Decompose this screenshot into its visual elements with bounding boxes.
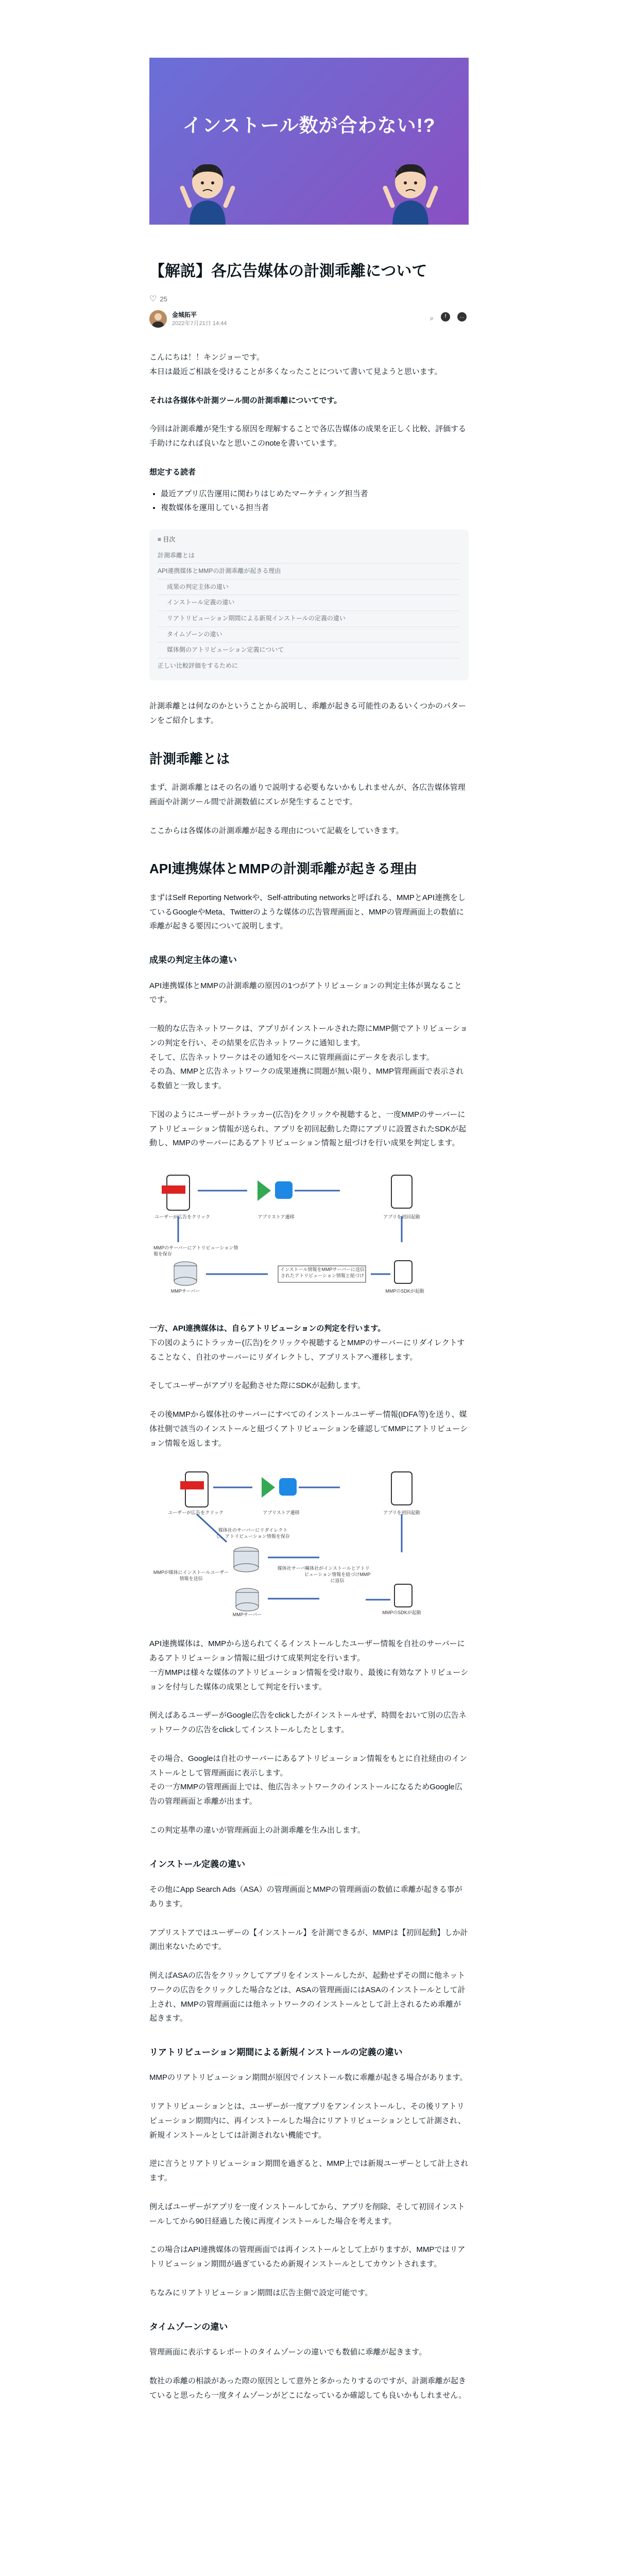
toc-item[interactable]: 媒体側のアトリビューション定義について: [158, 642, 460, 658]
intro-paragraph: それは各媒体や計測ツール間の計測乖離についてです。: [149, 396, 342, 405]
toc-item[interactable]: 正しい比較評価をするために: [158, 662, 238, 669]
diagram-label: ユーザーが広告をクリック: [154, 1214, 210, 1220]
paragraph: [149, 1022, 469, 1093]
paragraph: API連携媒体とMMPの計測乖離の原因の1つがアトリビューションの判定主体が異なることです。: [149, 981, 462, 1005]
reader-heading: 想定する読者: [149, 467, 196, 477]
paragraph-line: 一般的な広告ネットワークは、アプリがインストールされた際にMMP側でアトリビューションの判定を行い、その結果を広告ネットワークに通知します。: [149, 1024, 468, 1047]
section-heading: 計測乖離とは: [149, 751, 230, 767]
paragraph: 下図のようにユーザーがトラッカー(広告)をクリックや視聴すると、一度MMPのサーバーにアトリビューション情報が送られ、アプリを初回起動した際にアプリに設置されたSDKが起動し、MMPのサーバーにあるアトリビューション情報と紐づけを行い成果を判定します。: [149, 1110, 466, 1148]
toc-item[interactable]: インストール定義の違い: [158, 595, 460, 611]
diagram-label: MMPが媒体にインストールユーザー情報を送信: [153, 1570, 229, 1581]
share-icons: [430, 312, 467, 325]
diagram-label: アプリストア遷移: [263, 1510, 300, 1516]
list-icon: ≡: [158, 536, 163, 543]
paragraph: その他にApp Search Ads（ASA）の管理画面とMMPの管理画面の数値に乖離が起きる事があります。: [149, 1885, 462, 1908]
toc-item[interactable]: リアトリビューション期間による新規インストールの定義の違い: [158, 611, 460, 627]
paragraph-line: そして、広告ネットワークはその通知をベースに管理画面にデータを表示します。: [149, 1053, 434, 1062]
paragraph: [149, 1321, 469, 1364]
intro-paragraph: [149, 350, 469, 379]
paragraph-line: その一方MMPの管理画面上では、他広告ネットワークのインストールになるためGoogle広告の管理画面と乖離が出ます。: [149, 1783, 462, 1806]
paragraph: まず、計測乖離とはその名の通りで説明する必要もないかもしれませんが、各広告媒体管理画面や計測ツール間で計測数値にズレが発生することです。: [149, 783, 466, 806]
toc-item[interactable]: タイムゾーンの違い: [158, 627, 460, 643]
article-body: [149, 350, 469, 2417]
paragraph: ここからは各媒体の計測乖離が起きる理由について記載をしていきます。: [149, 826, 404, 835]
like-row: [149, 292, 167, 307]
diagram-arrows: [149, 1165, 469, 1304]
toc-item[interactable]: 計測乖離とは: [158, 548, 460, 564]
section-heading: API連携媒体とMMPの計測乖離が起きる理由: [149, 861, 418, 877]
diagram-label: MMPサーバー: [170, 1289, 200, 1294]
heart-icon[interactable]: ♡: [149, 295, 157, 303]
hero-image: [149, 58, 469, 225]
diagram-label: MMPのサーバーにアトリビューション情報を保存: [153, 1245, 238, 1257]
author-row: [149, 309, 469, 332]
list-item: • 最近アプリ広告運用に関わりはじめたマーケティング担当者: [161, 487, 469, 501]
paragraph: 逆に言うとリアトリビューション期間を過ぎると、MMP上では新規ユーザーとして計上されます。: [149, 2159, 469, 2183]
paragraph: アプリストアではユーザーの【インストール】を計測できるが、MMPは【初回起動】しか計測出来ないためです。: [149, 1928, 468, 1952]
paragraph-line: 一方、API連携媒体は、自らアトリビューションの判定を行います。: [149, 1324, 386, 1333]
diagram-label: インストール情報をMMPサーバーに送信されたアトリビューション情報と紐づけ: [280, 1267, 365, 1278]
toc-item[interactable]: API連携媒体とMMPの計測乖離が起きる理由: [158, 564, 460, 580]
worried-person-icon: [382, 158, 439, 225]
publish-date: 2022年7月21日 14:44: [172, 320, 227, 327]
facebook-icon[interactable]: f: [441, 312, 450, 321]
paragraph: 計測乖離とは何なのかということから説明し、乖離が起きる可能性のあるいくつかのパターンをご紹介します。: [149, 702, 467, 725]
mmp-attribution-diagram: [149, 1165, 469, 1304]
worried-person-icon: [179, 158, 236, 225]
subsection-heading: 成果の判定主体の違い: [149, 955, 237, 965]
paragraph: この判定基準の違いが管理画面上の計測乖離を生み出します。: [149, 1825, 365, 1835]
paragraph: 例えばあるユーザーがGoogle広告をclickしたがインストールせず、時間をおいて別の広告ネットワークの広告をclickしてインストールしたとします。: [149, 1711, 467, 1735]
api-media-attribution-diagram: [149, 1465, 469, 1619]
paragraph-line: API連携媒体は、MMPから送られてくるインストールしたユーザー情報を自社のサーバーにあるアトリビューション情報に紐づけて成果判定を行います。: [149, 1639, 465, 1663]
paragraph-line: 一方MMPは様々な媒体のアトリビューション情報を受け取り、最後に有効なアトリビューションを付与した媒体の成果として判定を行います。: [149, 1668, 469, 1691]
toc-item[interactable]: 成果の判定主体の違い: [158, 580, 460, 596]
paragraph: ちなみにリアトリビューション期間は広告主側で設定可能です。: [149, 2288, 373, 2297]
diagram-label: MMPのSDKが起動: [382, 1610, 421, 1616]
avatar-icon: [149, 310, 167, 328]
diagram-label: アプリを初回起動: [383, 1510, 420, 1516]
intro-line: こんにちは！！キンジョーです。: [149, 353, 264, 362]
subsection-heading: インストール定義の違い: [149, 1859, 246, 1869]
paragraph-line: 下の図のようにトラッカー(広告)をクリックや視聴するとMMPのサーバーにリダイレクトすることなく、自社のサーバーにリダイレクトし、アプリストアへ遷移します。: [149, 1338, 465, 1362]
diagram-label: MMPのSDKが起動: [385, 1289, 424, 1294]
magnifier-icon[interactable]: ⌕: [430, 314, 434, 322]
paragraph: その後MMPから媒体社のサーバーにすべてのインストールユーザー情報(IDFA等)を送り、媒体社側で該当のインストールと紐づくアトリビューションを確認してMMPにアトリビューション情報を返します。: [149, 1410, 468, 1448]
paragraph: 例えばユーザーがアプリを一度インストールしてから、アプリを削除、そして初回インストールしてから90日経過した後に再度インストールした場合を考えます。: [149, 2202, 465, 2226]
toc-heading-label: 目次: [163, 536, 176, 543]
table-of-contents: [149, 530, 469, 681]
paragraph: [149, 1637, 469, 1694]
diagram-label: アプリストア遷移: [258, 1214, 295, 1220]
paragraph: まずはSelf Reporting Networkや、Self-attributing networksと呼ばれる、MMPとAPI連携をしているGoogleやMeta、Twitterのような媒体の広告管理画面と、MMPの管理画面上の数値に乖離が起きる要因について説明します。: [149, 893, 466, 931]
diagram-label: MMPサーバー: [232, 1612, 262, 1618]
paragraph: [149, 1752, 469, 1809]
diagram-label: ユーザーが広告をクリック: [168, 1510, 224, 1516]
paragraph-line: その為、MMPと広告ネットワークの成果連携に問題が無い限り、MMP管理画面で表示される数値と一致します。: [149, 1067, 464, 1091]
paragraph: 数社の乖離の相談があった際の原因として意外と多かったりするのですが、計測乖離が起きていると思ったら一度タイムゾーンがどこになっているか確認しても良いかもしれません。: [149, 2376, 467, 2400]
article-title: 【解説】各広告媒体の計測乖離について: [149, 263, 427, 280]
diagram-arrows: [149, 1465, 469, 1619]
subsection-heading: リアトリビューション期間による新規インストールの定義の違い: [149, 2047, 403, 2057]
intro-line: 本日は最近ご相談を受けることが多くなったことについて書いて見ようと思います。: [149, 367, 442, 376]
list-item: • 複数媒体を運用している担当者: [161, 501, 469, 515]
diagram-label: 媒体社がインストールとアトリビューション情報を紐づけMMPに返信: [304, 1566, 371, 1583]
more-options-icon[interactable]: …: [457, 312, 467, 321]
subsection-heading: タイムゾーンの違い: [149, 2321, 228, 2332]
paragraph: リアトリビューションとは、ユーザーが一度アプリをアンインストールし、その後リアトリビューション期間内に、再インストールした場合にリアトリビューションとして計測され、新規インストールとしては計測されない機能です。: [149, 2102, 466, 2140]
paragraph: 例えばASAの広告をクリックしてアプリをインストールしたが、起動せずその間に他ネットワークの広告をクリックした場合などは、ASAの管理画面にはASAのインストールとして計上され、MMPの管理画面には他ネットワークのインストールとして計上されるため乖離が起きます。: [149, 1971, 466, 2023]
paragraph-line: その場合、Googleは自社のサーバーにあるアトリビューション情報をもとに自社経由のインストールとして管理画面に表示します。: [149, 1754, 468, 1777]
diagram-label: 媒体社サーバー: [277, 1566, 310, 1571]
hero-title: インストール数が合わない!?: [182, 115, 436, 136]
like-count: 25: [160, 295, 167, 303]
intro-paragraph: 今回は計測乖離が発生する原因を理解することで各広告媒体の成果を正しく比較、評価する手助けになれば良いなと思いこのnoteを書いています。: [149, 425, 467, 448]
author-avatar[interactable]: [149, 310, 167, 328]
paragraph: 管理画面に表示するレポートのタイムゾーンの違いでも数値に乖離が起きます。: [149, 2348, 427, 2357]
paragraph: この場合はAPI連携媒体の管理画面では再インストールとして上がりますが、MMPではリアトリビューション期間が過ぎているため新規インストールとしてカウントされます。: [149, 2245, 466, 2269]
paragraph: そしてユーザーがアプリを起動させた際にSDKが起動します。: [149, 1381, 366, 1391]
reader-list: [149, 487, 469, 516]
paragraph: MMPのリアトリビューション期間が原因でインストール数に乖離が起きる場合があります。: [149, 2073, 468, 2082]
diagram-label: アプリを初回起動: [383, 1214, 420, 1220]
author-name[interactable]: 金城拓平: [172, 311, 197, 318]
diagram-label: 媒体社のサーバーにリダイレクトし、アトリビューション情報を保存: [216, 1528, 290, 1539]
toc-heading: [158, 536, 460, 544]
